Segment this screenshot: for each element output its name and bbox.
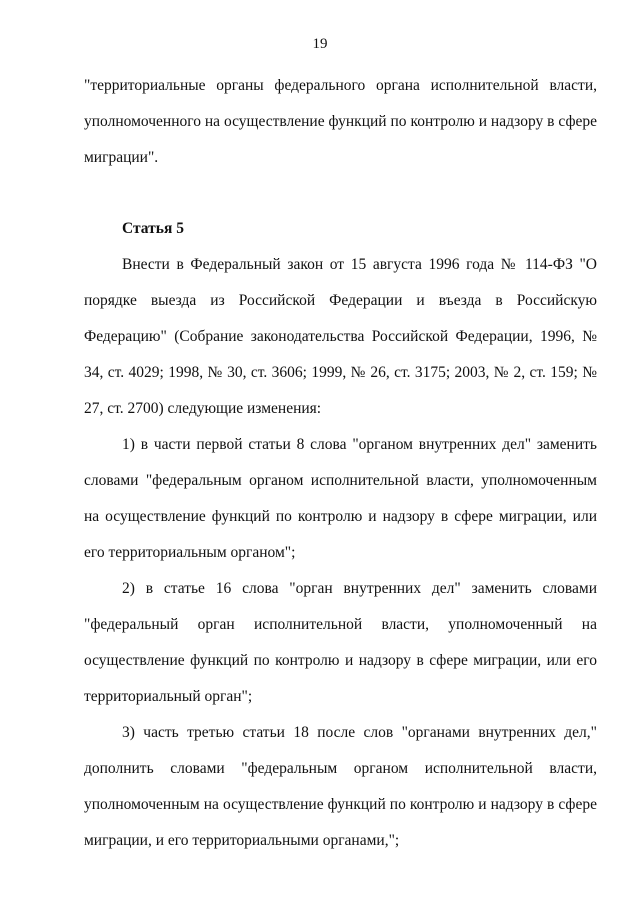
intro-paragraph: "территориальные органы федерального органа исполнительной власти, уполномоченного на осуществление функций по контролю и надзору в сфере миграции". bbox=[84, 77, 597, 166]
article-heading: Статья 5 bbox=[122, 220, 184, 237]
page-number: 19 bbox=[312, 36, 328, 52]
main-paragraph: Внести в Федеральный закон от 15 августа 1996 года № 114-ФЗ "О порядке выезда из Российской Федерации и въезда в Российскую Федерацию" (Собрание законодательства Российской Федерации, 1996, № 34, ст. 4029; 1998, № 30, ст. 3606; 1999, № 26, ст. 3175; 2003, № 2, ст. 159; № 27, ст. 2700) следующие изменения: bbox=[84, 256, 597, 417]
list-item-1: 1) в части первой статьи 8 слова "органом внутренних дел" заменить словами "федеральным органом исполнительной власти, уполномоченным на осуществление функций по контролю и надзору в сфере миграции, или его территориальным органом"; bbox=[84, 436, 597, 561]
list-item-3: 3) часть третью статьи 18 после слов "органами внутренних дел," дополнить словами "федеральным органом исполнительной власти, уполномоченным на осуществление функций по контролю и надзору в сфере миграции, и его территориальными органами,"; bbox=[84, 724, 597, 849]
list-item-2: 2) в статье 16 слова "орган внутренних дел" заменить словами "федеральный орган исполнительной власти, уполномоченный на осуществление функций по контролю и надзору в сфере миграции, или его территориальный орган"; bbox=[84, 580, 597, 705]
document-body bbox=[84, 68, 597, 859]
